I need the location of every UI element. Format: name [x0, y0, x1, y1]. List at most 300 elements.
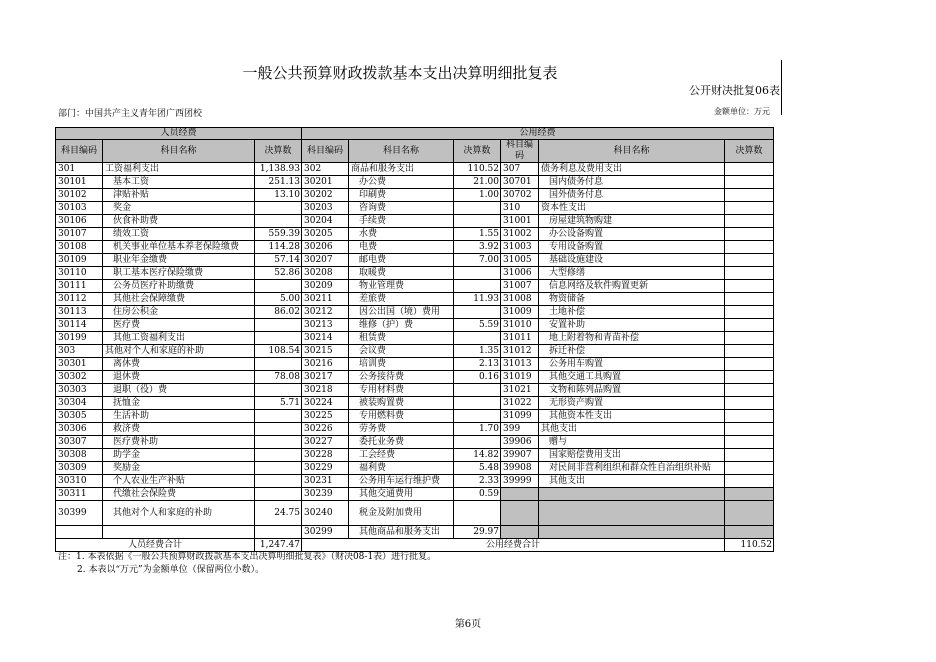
subject-name: 基础设施建设	[539, 254, 725, 267]
amount-cell	[725, 475, 774, 488]
col-name-header: 科目名称	[103, 140, 255, 163]
subject-name: 无形资产购置	[539, 397, 725, 410]
public-total-label: 公用经费合计	[302, 539, 725, 552]
amount-cell: 3.92	[454, 241, 501, 254]
table-row	[56, 306, 774, 319]
amount-cell	[725, 176, 774, 189]
subject-name: 维修（护）费	[349, 319, 454, 332]
subject-code: 31005	[501, 254, 539, 267]
subject-name: 会议费	[349, 345, 454, 358]
amount-cell	[725, 410, 774, 423]
amount-cell: 13.10	[255, 189, 302, 202]
col-amount-header: 决算数	[725, 140, 774, 163]
subject-code: 30106	[56, 215, 103, 228]
subject-name: 物资储备	[539, 293, 725, 306]
subject-code: 30109	[56, 254, 103, 267]
public-header: 公用经费	[302, 128, 774, 140]
subject-name: 文物和陈列品购置	[539, 384, 725, 397]
subject-name: 租赁费	[349, 332, 454, 345]
table-row	[56, 332, 774, 345]
subject-name: 咨询费	[349, 202, 454, 215]
subject-code: 30113	[56, 306, 103, 319]
subject-code: 30306	[56, 423, 103, 436]
amount-cell: 1,138.93	[255, 163, 302, 176]
subject-code: 30101	[56, 176, 103, 189]
subject-code: 30701	[501, 176, 539, 189]
amount-cell	[725, 436, 774, 449]
col-amount-header: 决算数	[454, 140, 501, 163]
subject-name: 津贴补贴	[103, 189, 255, 202]
amount-cell	[255, 449, 302, 462]
amount-cell: 5.00	[255, 293, 302, 306]
divider-line	[781, 60, 782, 115]
subject-name: 因公出国（境）费用	[349, 306, 454, 319]
subject-code	[501, 501, 539, 526]
subject-code: 30107	[56, 228, 103, 241]
subject-name: 安置补助	[539, 319, 725, 332]
col-code-header: 科目编码	[302, 140, 349, 163]
subject-name: 培训费	[349, 358, 454, 371]
subject-code: 30114	[56, 319, 103, 332]
subject-code: 30399	[56, 501, 103, 526]
subject-code: 30110	[56, 267, 103, 280]
col-name-header: 科目名称	[539, 140, 725, 163]
subject-name: 赠与	[539, 436, 725, 449]
subject-code: 31013	[501, 358, 539, 371]
subject-name: 奖金	[103, 202, 255, 215]
subject-code: 30239	[302, 488, 349, 501]
amount-cell: 7.00	[454, 254, 501, 267]
subject-code: 30208	[302, 267, 349, 280]
amount-cell	[454, 267, 501, 280]
subject-code: 31001	[501, 215, 539, 228]
subject-name: 专用燃料费	[349, 410, 454, 423]
subject-name: 劳务费	[349, 423, 454, 436]
subject-code: 30214	[302, 332, 349, 345]
subject-code: 30304	[56, 397, 103, 410]
amount-cell: 29.97	[454, 526, 501, 539]
subject-name: 其他社会保障缴费	[103, 293, 255, 306]
amount-cell	[725, 488, 774, 501]
subject-code: 30702	[501, 189, 539, 202]
col-amount-header: 决算数	[255, 140, 302, 163]
subject-code: 30111	[56, 280, 103, 293]
subject-name: 国家赔偿费用支出	[539, 449, 725, 462]
subject-name: 离休费	[103, 358, 255, 371]
amount-cell: 1.55	[454, 228, 501, 241]
table-row	[56, 228, 774, 241]
amount-cell	[255, 358, 302, 371]
subject-name: 退职（役）费	[103, 384, 255, 397]
subject-code: 30202	[302, 189, 349, 202]
subject-name: 退休费	[103, 371, 255, 384]
subject-name: 电费	[349, 241, 454, 254]
subject-code: 30217	[302, 371, 349, 384]
amount-cell: 2.33	[454, 475, 501, 488]
public-total-value: 110.52	[725, 539, 774, 552]
amount-cell	[725, 501, 774, 526]
subject-code: 30102	[56, 189, 103, 202]
subject-code: 30205	[302, 228, 349, 241]
table-row	[56, 163, 774, 176]
amount-cell	[255, 488, 302, 501]
subject-code: 31012	[501, 345, 539, 358]
col-code-header: 科目编码	[56, 140, 103, 163]
table-row	[56, 410, 774, 423]
amount-cell	[454, 280, 501, 293]
subject-name: 被装购置费	[349, 397, 454, 410]
subject-code: 39906	[501, 436, 539, 449]
subject-code: 31021	[501, 384, 539, 397]
subject-name: 资本性支出	[539, 202, 725, 215]
subject-name: 住房公积金	[103, 306, 255, 319]
subject-name: 工会经费	[349, 449, 454, 462]
subject-code	[56, 526, 103, 539]
amount-cell	[255, 215, 302, 228]
subject-name: 国内债务付息	[539, 176, 725, 189]
amount-cell	[255, 475, 302, 488]
subject-code: 30305	[56, 410, 103, 423]
subject-code: 31009	[501, 306, 539, 319]
table-row	[56, 215, 774, 228]
personnel-header: 人员经费	[56, 128, 302, 140]
subject-code: 30302	[56, 371, 103, 384]
amount-cell: 114.28	[255, 241, 302, 254]
note-1: 注：1. 本表依据《一般公共预算财政拨款基本支出决算明细批复表》（财决08-1表）进行批复。	[58, 552, 437, 562]
table-row	[56, 293, 774, 306]
subject-name: 其他支出	[539, 423, 725, 436]
amount-cell	[725, 384, 774, 397]
amount-cell	[725, 319, 774, 332]
report-title: 一般公共预算财政拨款基本支出决算明细批复表	[242, 64, 558, 82]
subject-name: 地上附着物和青苗补偿	[539, 332, 725, 345]
subject-code	[501, 526, 539, 539]
amount-cell	[255, 462, 302, 475]
subject-code: 30112	[56, 293, 103, 306]
amount-cell	[725, 215, 774, 228]
table-row	[56, 345, 774, 358]
subject-code: 30209	[302, 280, 349, 293]
amount-cell	[725, 267, 774, 280]
amount-cell: 86.02	[255, 306, 302, 319]
amount-cell: 1.35	[454, 345, 501, 358]
amount-cell	[454, 410, 501, 423]
subject-code: 30309	[56, 462, 103, 475]
amount-cell	[454, 397, 501, 410]
subject-name: 物业管理费	[349, 280, 454, 293]
amount-cell	[725, 254, 774, 267]
amount-cell	[725, 202, 774, 215]
col-name-header: 科目名称	[349, 140, 454, 163]
amount-cell	[725, 189, 774, 202]
amount-cell	[725, 241, 774, 254]
amount-cell	[255, 384, 302, 397]
col-code-header: 科目编码	[501, 140, 539, 163]
subject-name: 生活补助	[103, 410, 255, 423]
subject-code: 30212	[302, 306, 349, 319]
subject-name: 大型修缮	[539, 267, 725, 280]
amount-cell	[454, 332, 501, 345]
subject-code: 30299	[302, 526, 349, 539]
subject-code: 302	[302, 163, 349, 176]
note-2: 2. 本表以“万元”为金额单位（保留两位小数）。	[77, 565, 265, 575]
subject-code: 30301	[56, 358, 103, 371]
subject-name: 基本工资	[103, 176, 255, 189]
subject-name: 商品和服务支出	[349, 163, 454, 176]
amount-cell: 21.00	[454, 176, 501, 189]
amount-cell	[454, 501, 501, 526]
subject-code: 31099	[501, 410, 539, 423]
subject-name: 邮电费	[349, 254, 454, 267]
subject-code: 30224	[302, 397, 349, 410]
amount-cell: 0.16	[454, 371, 501, 384]
subject-name: 救济费	[103, 423, 255, 436]
page-number: 第6页	[454, 619, 482, 630]
subject-name: 办公设备购置	[539, 228, 725, 241]
subject-name: 印刷费	[349, 189, 454, 202]
subject-name: 医疗费	[103, 319, 255, 332]
amount-cell	[454, 436, 501, 449]
subject-code: 31019	[501, 371, 539, 384]
amount-cell: 0.59	[454, 488, 501, 501]
table-row	[56, 358, 774, 371]
subject-name: 奖励金	[103, 462, 255, 475]
table-row	[56, 449, 774, 462]
amount-cell: 5.48	[454, 462, 501, 475]
subject-name: 职工基本医疗保险缴费	[103, 267, 255, 280]
unit-label: 金额单位：万元	[714, 107, 770, 116]
subject-code: 30228	[302, 449, 349, 462]
subject-code: 30108	[56, 241, 103, 254]
subject-code: 30206	[302, 241, 349, 254]
amount-cell: 108.54	[255, 345, 302, 358]
amount-cell	[725, 228, 774, 241]
amount-cell	[725, 397, 774, 410]
subject-name: 公务接待费	[349, 371, 454, 384]
subject-code: 39999	[501, 475, 539, 488]
subject-name: 个人农业生产补贴	[103, 475, 255, 488]
amount-cell: 110.52	[454, 163, 501, 176]
subject-code: 303	[56, 345, 103, 358]
subject-name: 医疗费补助	[103, 436, 255, 449]
table-row	[56, 423, 774, 436]
subject-code: 31022	[501, 397, 539, 410]
subject-name: 国外债务付息	[539, 189, 725, 202]
subject-name: 专用设备购置	[539, 241, 725, 254]
subject-code: 30201	[302, 176, 349, 189]
subject-name: 公务用车购置	[539, 358, 725, 371]
subject-name: 其他对个人和家庭的补助	[103, 345, 255, 358]
subject-name: 其他工资福利支出	[103, 332, 255, 345]
table-row	[56, 462, 774, 475]
subject-code: 30231	[302, 475, 349, 488]
personnel-total-label: 人员经费合计	[56, 539, 255, 552]
subject-code: 30226	[302, 423, 349, 436]
amount-cell	[725, 293, 774, 306]
amount-cell	[454, 384, 501, 397]
department-label: 部门：中国共产主义青年团广西团校	[58, 109, 203, 119]
amount-cell	[454, 306, 501, 319]
subject-code: 30308	[56, 449, 103, 462]
amount-cell: 14.82	[454, 449, 501, 462]
subject-code: 31002	[501, 228, 539, 241]
subject-name	[103, 526, 255, 539]
subject-name: 对民间非营利组织和群众性自治组织补贴	[539, 462, 725, 475]
amount-cell	[725, 423, 774, 436]
table-row	[56, 267, 774, 280]
table-row	[56, 254, 774, 267]
amount-cell	[454, 215, 501, 228]
subject-code: 31011	[501, 332, 539, 345]
table-row	[56, 189, 774, 202]
amount-cell: 1.70	[454, 423, 501, 436]
amount-cell	[255, 332, 302, 345]
table-row	[56, 241, 774, 254]
subject-code: 30215	[302, 345, 349, 358]
table-row	[56, 384, 774, 397]
table-row	[56, 488, 774, 501]
amount-cell	[255, 280, 302, 293]
amount-cell	[725, 163, 774, 176]
amount-cell: 24.75	[255, 501, 302, 526]
subject-name: 其他支出	[539, 475, 725, 488]
subject-name: 手续费	[349, 215, 454, 228]
subject-code: 30213	[302, 319, 349, 332]
amount-cell: 559.39	[255, 228, 302, 241]
subject-name: 土地补偿	[539, 306, 725, 319]
form-code: 公开财决批复06表	[689, 84, 780, 97]
amount-cell	[255, 319, 302, 332]
amount-cell: 2.13	[454, 358, 501, 371]
subject-code: 399	[501, 423, 539, 436]
amount-cell	[255, 202, 302, 215]
subject-code: 30218	[302, 384, 349, 397]
amount-cell: 251.13	[255, 176, 302, 189]
subject-code: 31008	[501, 293, 539, 306]
amount-cell: 5.71	[255, 397, 302, 410]
subject-code: 31006	[501, 267, 539, 280]
amount-cell	[725, 449, 774, 462]
table-row	[56, 319, 774, 332]
subject-code: 30211	[302, 293, 349, 306]
amount-cell: 5.59	[454, 319, 501, 332]
subject-code: 31007	[501, 280, 539, 293]
subject-code: 30311	[56, 488, 103, 501]
subject-name: 职业年金缴费	[103, 254, 255, 267]
subject-code: 31003	[501, 241, 539, 254]
amount-cell	[255, 436, 302, 449]
subject-name: 房屋建筑物购建	[539, 215, 725, 228]
table-row	[56, 436, 774, 449]
subject-name	[539, 526, 725, 539]
amount-cell	[725, 371, 774, 384]
subject-name: 债务利息及费用支出	[539, 163, 725, 176]
personnel-total-value: 1,247.47	[255, 539, 302, 552]
amount-cell	[725, 526, 774, 539]
subject-code: 301	[56, 163, 103, 176]
subject-code: 30307	[56, 436, 103, 449]
table-row	[56, 202, 774, 215]
subject-code: 39908	[501, 462, 539, 475]
subject-name: 水费	[349, 228, 454, 241]
subject-code: 307	[501, 163, 539, 176]
amount-cell: 11.93	[454, 293, 501, 306]
table-row	[56, 475, 774, 488]
subject-name: 其他交通费用	[349, 488, 454, 501]
subject-name: 其他对个人和家庭的补助	[103, 501, 255, 526]
subject-name	[539, 501, 725, 526]
subject-code: 310	[501, 202, 539, 215]
subject-code: 30227	[302, 436, 349, 449]
subject-code	[501, 488, 539, 501]
subject-code: 31010	[501, 319, 539, 332]
subject-code: 30216	[302, 358, 349, 371]
amount-cell: 57.14	[255, 254, 302, 267]
table-row	[56, 176, 774, 189]
subject-name: 机关事业单位基本养老保险缴费	[103, 241, 255, 254]
amount-cell	[255, 410, 302, 423]
amount-cell	[725, 306, 774, 319]
subject-name: 办公费	[349, 176, 454, 189]
table-row	[56, 501, 774, 526]
amount-cell	[725, 345, 774, 358]
subject-name: 委托业务费	[349, 436, 454, 449]
table-row	[56, 371, 774, 384]
subject-code: 30207	[302, 254, 349, 267]
table-row	[56, 397, 774, 410]
subject-code: 30203	[302, 202, 349, 215]
subject-code: 30229	[302, 462, 349, 475]
amount-cell: 52.86	[255, 267, 302, 280]
subject-code: 39907	[501, 449, 539, 462]
subject-name: 绩效工资	[103, 228, 255, 241]
subject-name: 公务员医疗补助缴费	[103, 280, 255, 293]
subject-name: 其他资本性支出	[539, 410, 725, 423]
subject-name: 差旅费	[349, 293, 454, 306]
subject-name: 拆迁补偿	[539, 345, 725, 358]
subject-name: 助学金	[103, 449, 255, 462]
subject-name: 抚恤金	[103, 397, 255, 410]
amount-cell	[454, 202, 501, 215]
subject-code: 30310	[56, 475, 103, 488]
subject-name: 福利费	[349, 462, 454, 475]
subject-name: 税金及附加费用	[349, 501, 454, 526]
subject-name: 信息网络及软件购置更新	[539, 280, 725, 293]
table-row	[56, 280, 774, 293]
amount-cell: 78.08	[255, 371, 302, 384]
subject-name: 其他交通工具购置	[539, 371, 725, 384]
subject-code: 30204	[302, 215, 349, 228]
subject-code: 30240	[302, 501, 349, 526]
amount-cell	[725, 462, 774, 475]
table-row	[56, 526, 774, 539]
amount-cell	[255, 526, 302, 539]
subject-code: 30199	[56, 332, 103, 345]
subject-name: 取暖费	[349, 267, 454, 280]
subject-code: 30225	[302, 410, 349, 423]
amount-cell	[255, 423, 302, 436]
subject-name: 专用材料费	[349, 384, 454, 397]
subject-code: 30303	[56, 384, 103, 397]
subject-name: 代缴社会保险费	[103, 488, 255, 501]
amount-cell	[725, 280, 774, 293]
subject-code: 30103	[56, 202, 103, 215]
subject-name: 其他商品和服务支出	[349, 526, 454, 539]
amount-cell	[725, 332, 774, 345]
subject-name: 伙食补助费	[103, 215, 255, 228]
amount-cell	[725, 358, 774, 371]
expenditure-table	[55, 127, 774, 552]
